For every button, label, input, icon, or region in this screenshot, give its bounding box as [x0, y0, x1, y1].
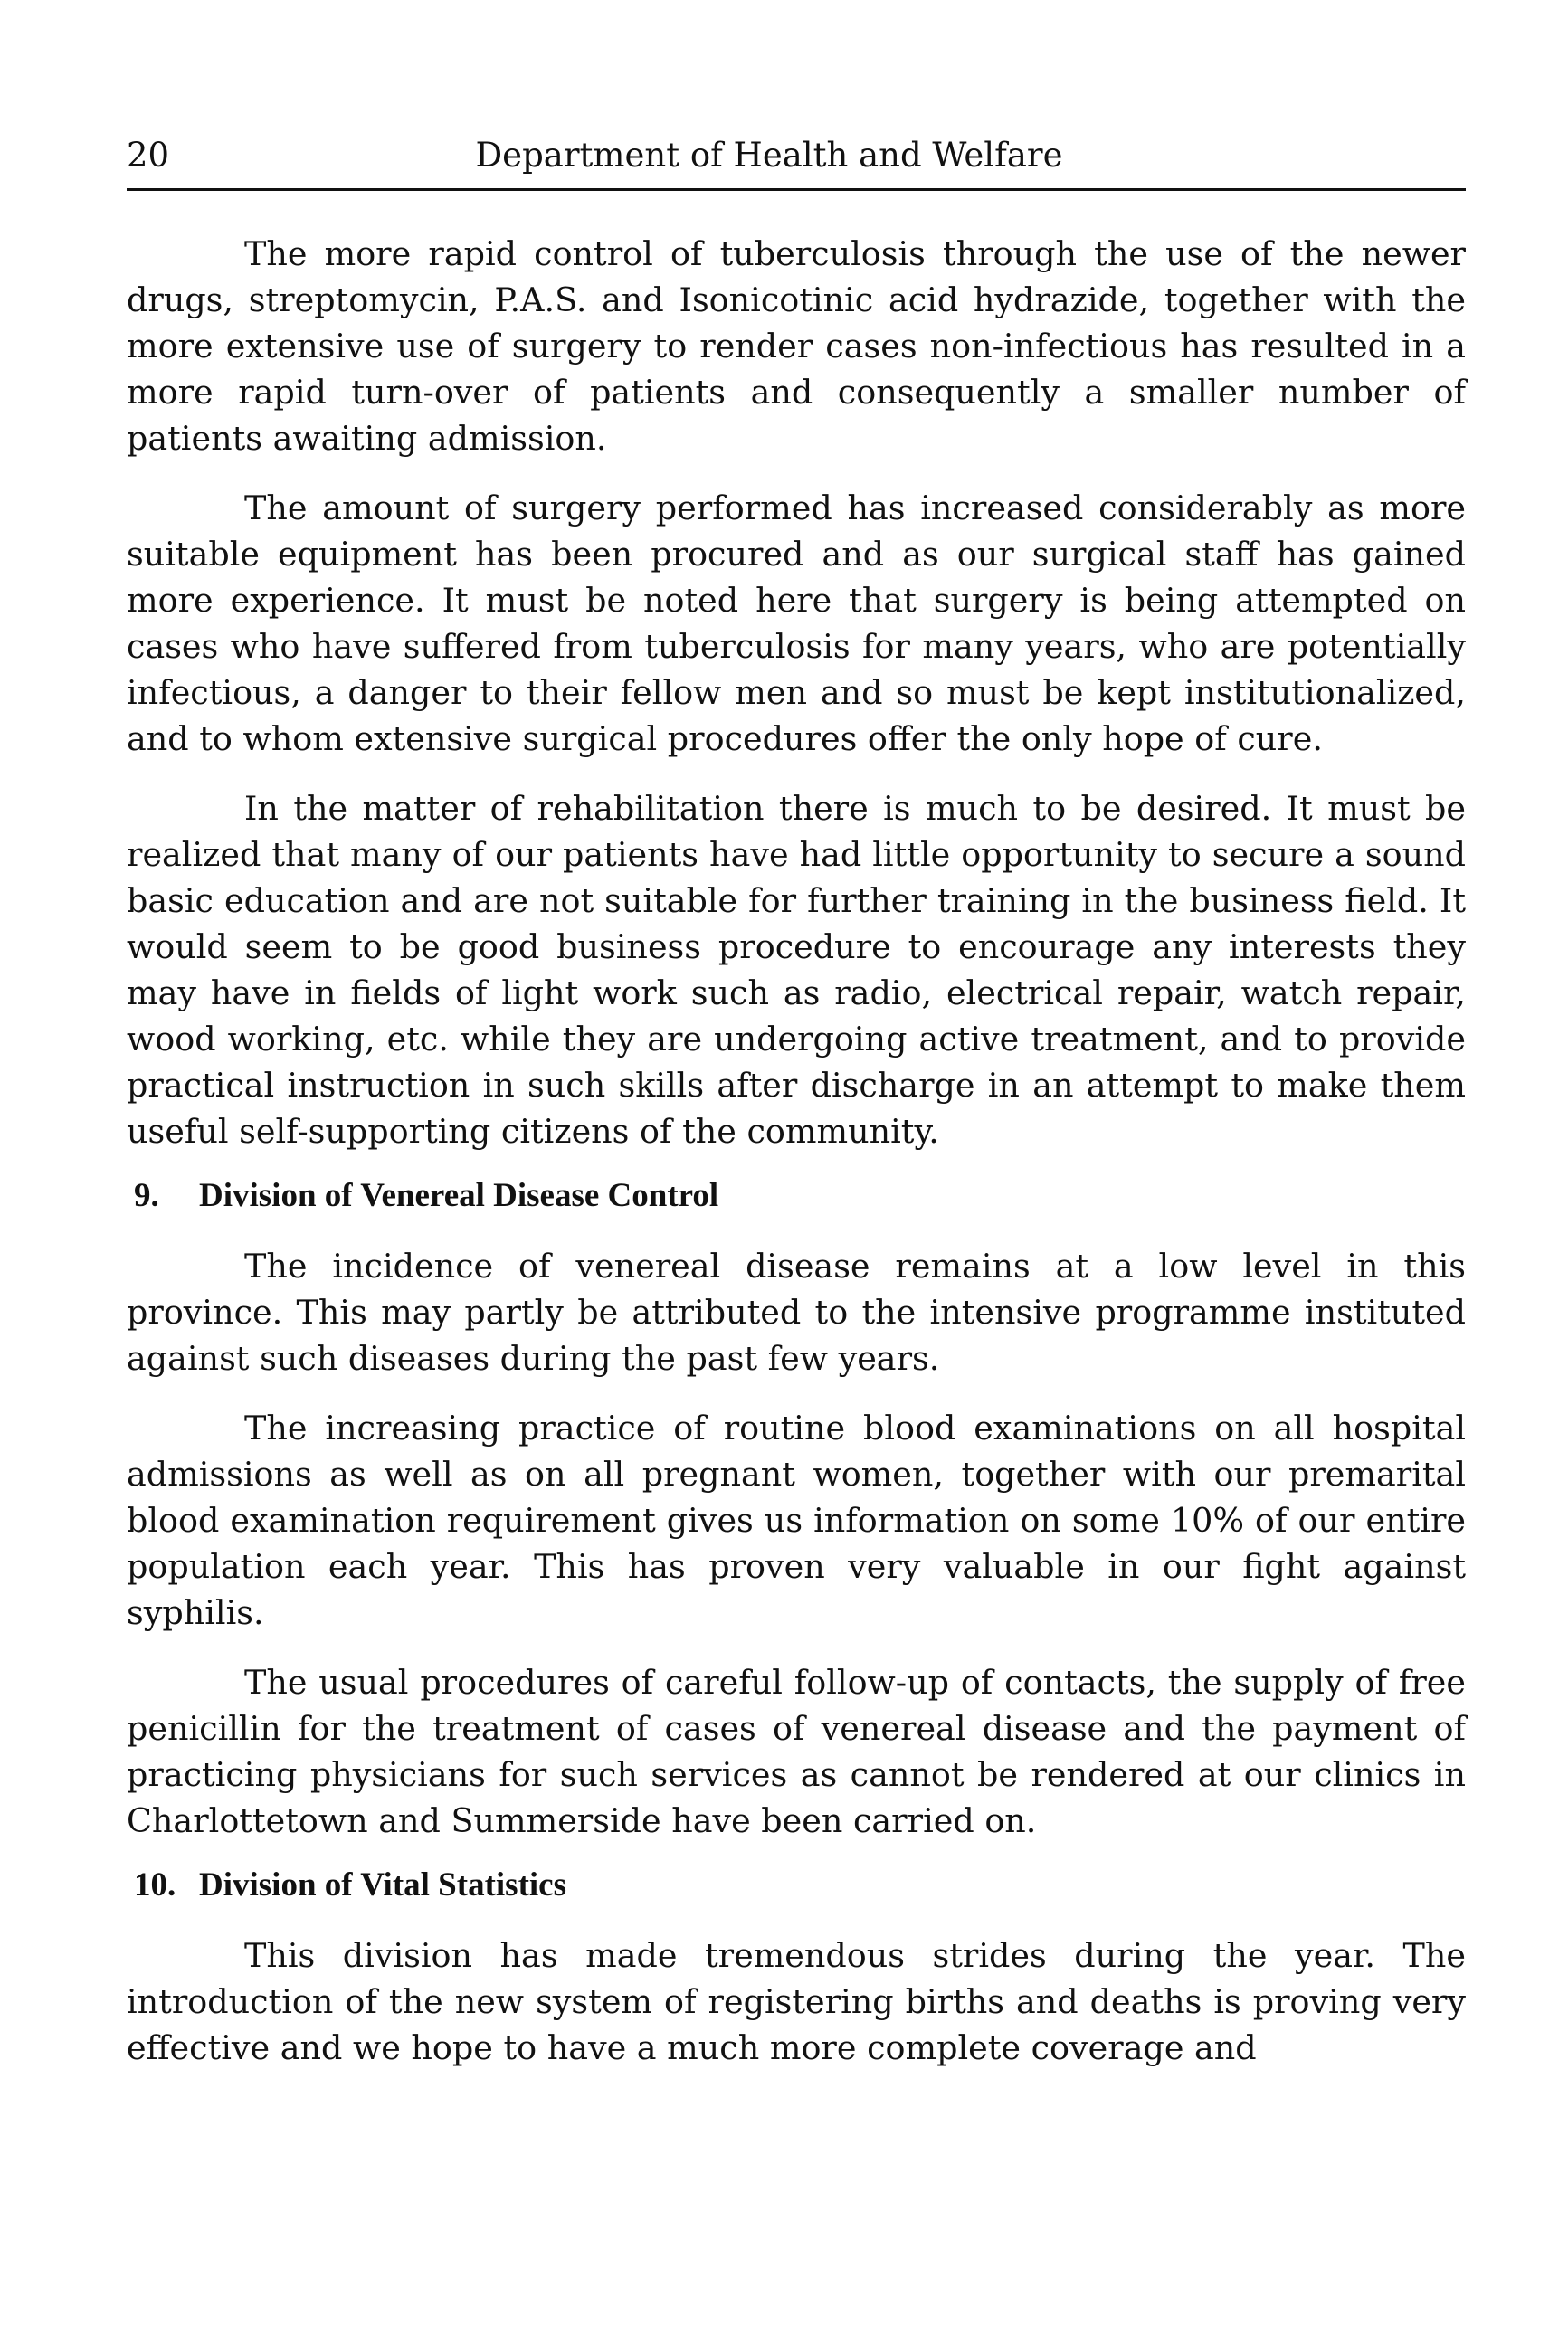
paragraph-blood-examinations: The increasing practice of routine blood examinations on all hospital admissions as well as on all pregnant women, together with our premarital blood examination requirement gives us information on some 10% of our entire population each year. This has proven very valuable in our fight against syphilis.	[127, 1409, 1466, 1632]
paragraph-vital-statistics: This division has made tremendous strides during the year. The introduction of the new system of registering births and deaths is proving very effective and we hope to have a much more complete coverage and	[127, 1936, 1466, 2067]
section-title: Division of Venereal Disease Control	[199, 1177, 719, 1214]
paragraph-surgery: The amount of surgery performed has increased considerably as more suitable equipment has been procured and as our surgical staff has gained more experience. It must be noted here that surgery is being attempted on cases who have suffered from tuberculosis for many years, who are potentially infectious, a danger to their fellow men and so must be kept institutionalized, and to whom extensive surgical procedures offer the only hope of cure.	[127, 489, 1466, 758]
paragraph-tuberculosis-drugs: The more rapid control of tuberculosis through the use of the newer drugs, streptomycin, P.A.S. and Isonicotinic acid hydrazide, together with the more extensive use of surgery to render cases non-infectious has resulted in a more rapid turn-over of patients and consequently a smaller number of patients awaiting admission.	[127, 234, 1466, 458]
document-page	[127, 136, 1466, 2071]
paragraph-follow-up-procedures: The usual procedures of careful follow-up of contacts, the supply of free penicillin for the treatment of cases of venereal disease and the payment of practicing physicians for such services as cannot be rendered at our clinics in Charlottetown and Summerside have been carried on.	[127, 1663, 1466, 1840]
running-header	[127, 136, 1466, 191]
section-number: 9.	[134, 1177, 159, 1214]
page-number: 20	[127, 136, 170, 175]
paragraph-rehabilitation: In the matter of rehabilitation there is much to be desired. It must be realized that many of our patients have had little opportunity to secure a sound basic education and are not suitable for further training in the business field. It would seem to be good business procedure to encourage any interests they may have in fields of light work such as radio, electrical repair, watch repair, wood working, etc. while they are undergoing active treatment, and to provide practical instruction in such skills after discharge in an attempt to make them useful self-supporting citizens of the community.	[127, 789, 1466, 1151]
section-heading-vital-statistics	[127, 1862, 1466, 1909]
section-number: 10.	[134, 1866, 176, 1904]
header-title: Department of Health and Welfare	[475, 136, 1063, 175]
section-title: Division of Vital Statistics	[199, 1866, 566, 1904]
section-heading-venereal-disease	[127, 1172, 1466, 1220]
paragraph-vd-incidence: The incidence of venereal disease remains at a low level in this province. This may partly be attributed to the intensive programme instituted against such diseases during the past few years.	[127, 1247, 1466, 1378]
